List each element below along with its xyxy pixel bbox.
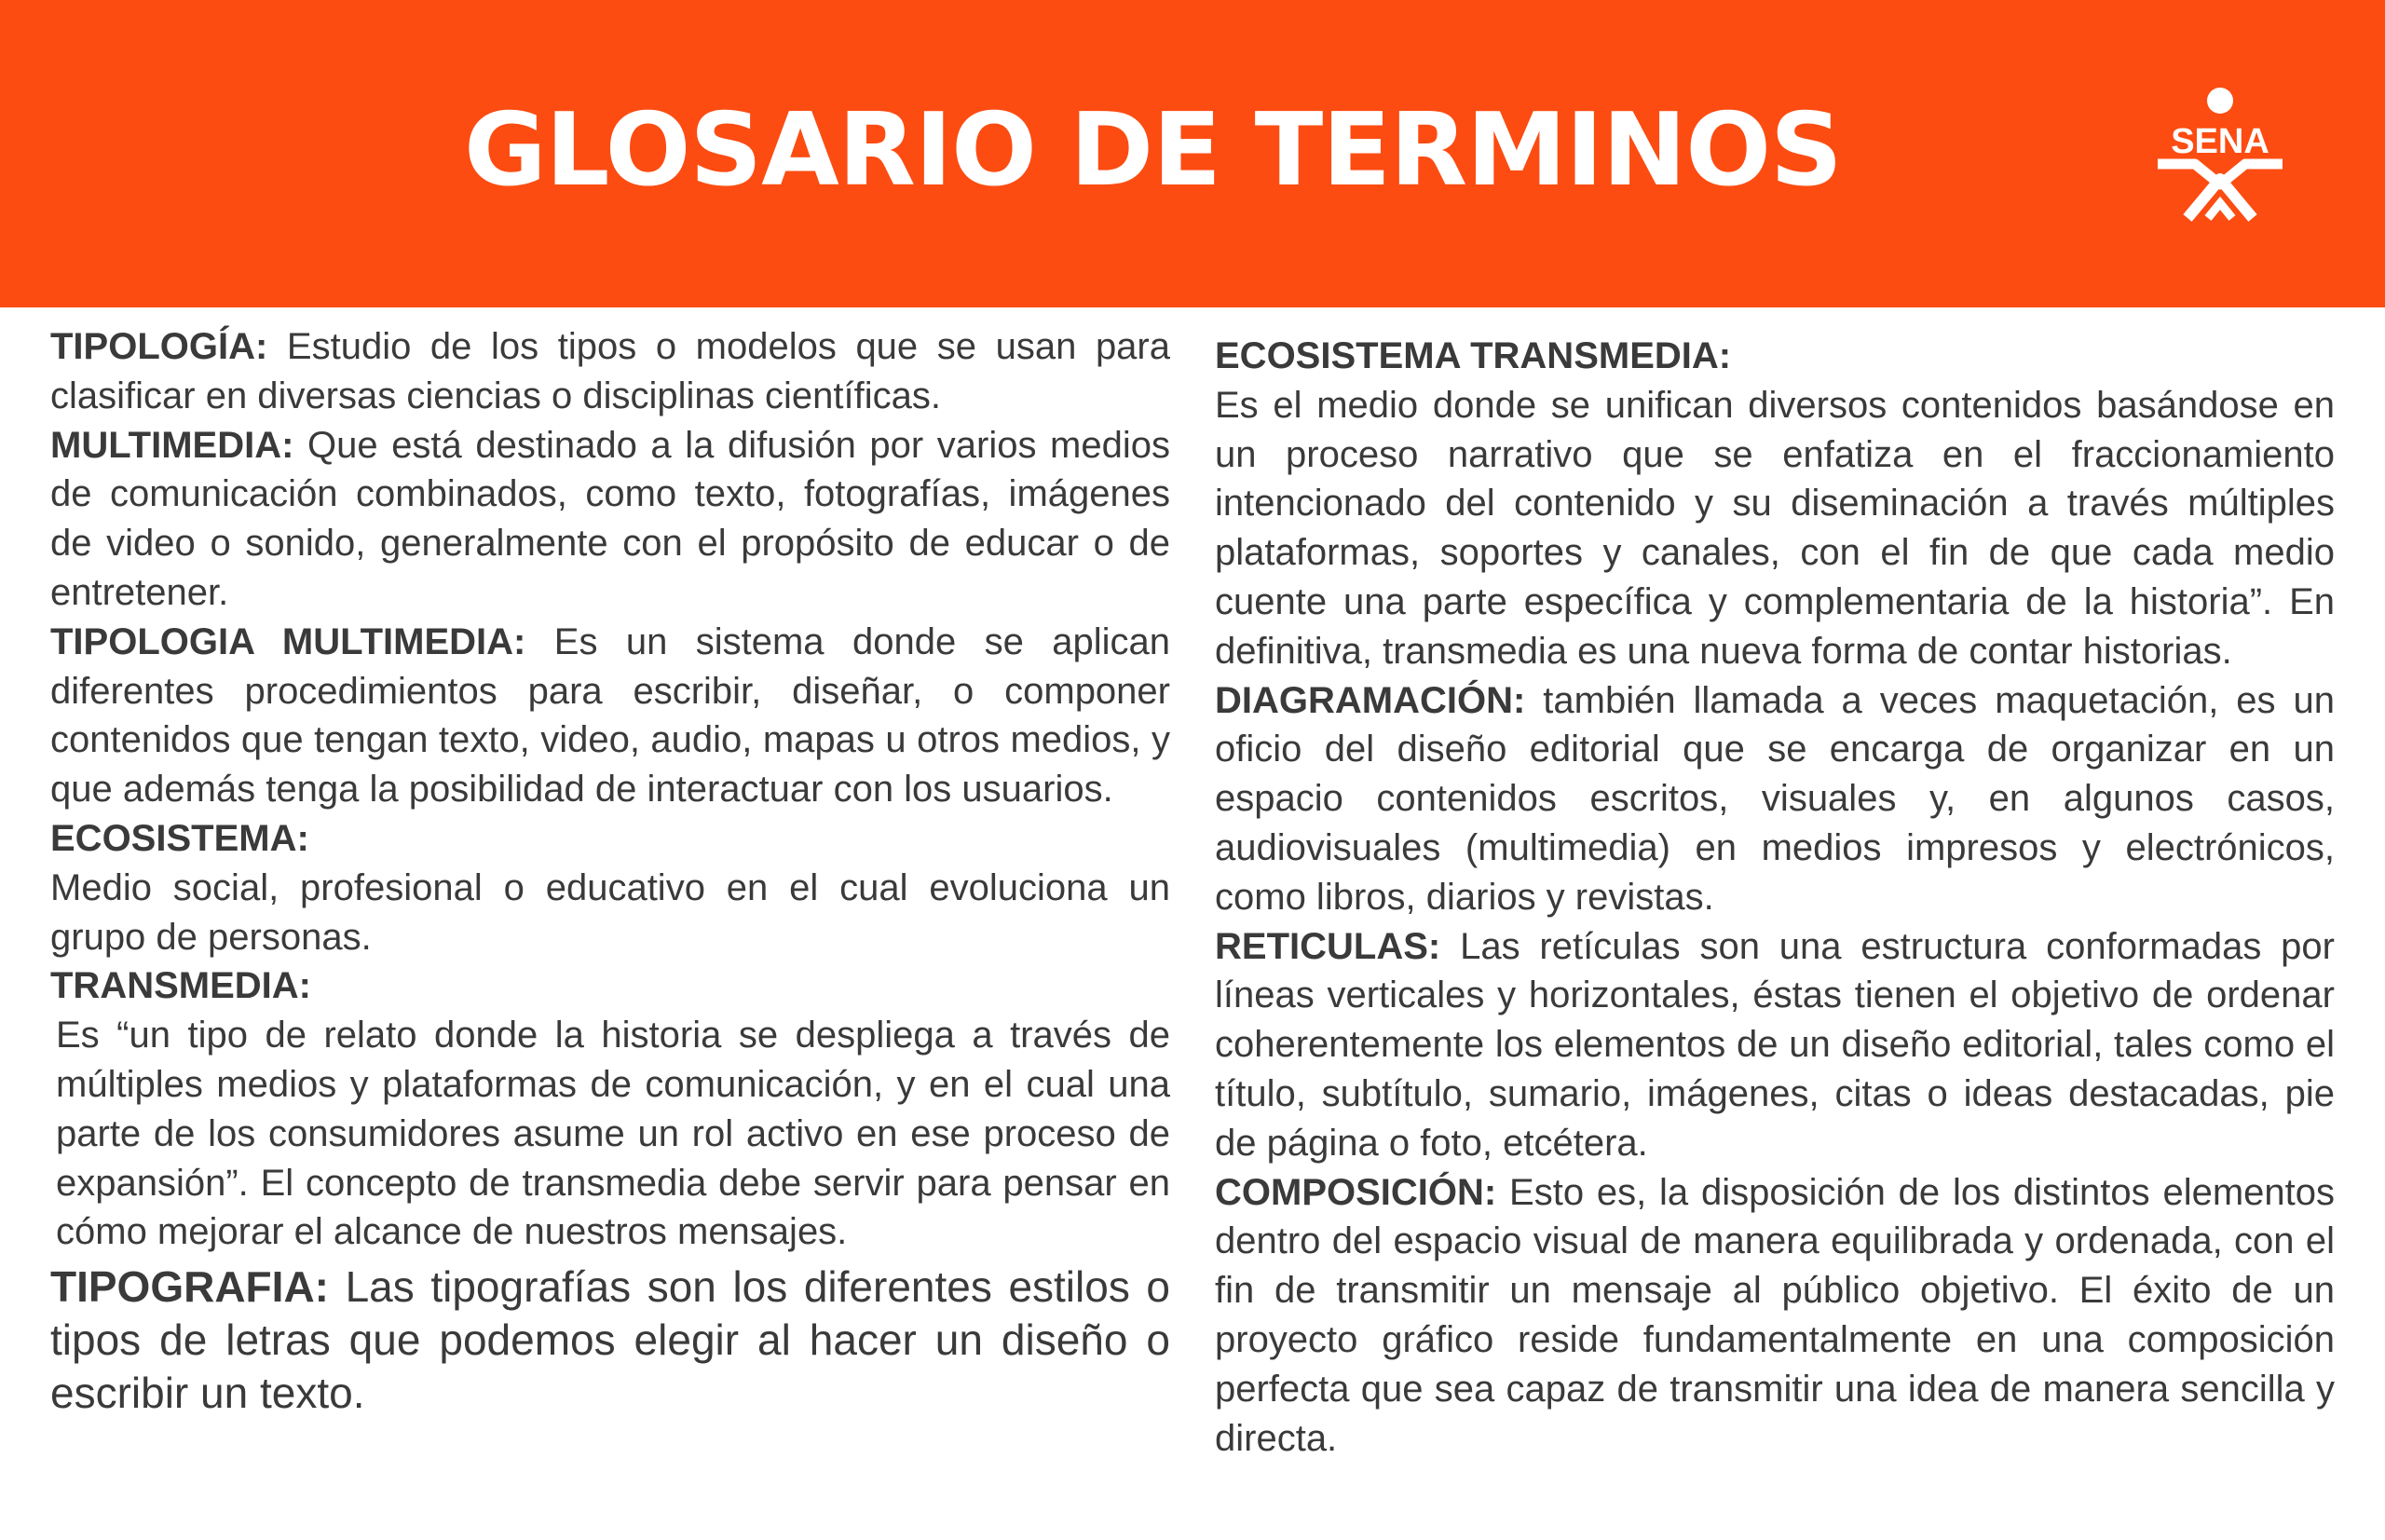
- glossary-term: MULTIMEDIA:: [50, 424, 294, 466]
- glossary-term: ECOSISTEMA TRANSMEDIA:: [1215, 335, 1732, 376]
- sena-logo-icon: [2150, 86, 2290, 225]
- glossary-entry-composicion: [1215, 1168, 2335, 1464]
- glossary-entry-transmedia: [50, 961, 1170, 1257]
- glossary-right-column: [1215, 322, 2335, 1463]
- glossary-term: ECOSISTEMA:: [50, 817, 309, 859]
- page-title: GLOSARIO DE TERMINOS: [464, 92, 1842, 209]
- glossary-definition: Esto es, la disposición de los distintos elementos dentro del espacio visual de manera equilibrada y ordenada, con el fin de transmitir un mensaje al público objetivo. El éxito de un proyecto gráfico reside fundamentalmente en una composición perfecta que sea capaz de transmitir una idea de manera sencilla y directa.: [1215, 1171, 2335, 1459]
- glossary-term: RETICULAS:: [1215, 925, 1441, 967]
- glossary-definition: Las retículas son una estructura conformadas por líneas verticales y horizontales, éstas tienen el objetivo de ordenar coherentemente los elementos de un diseño editorial, tales como el título, subtítulo, sumario, imágenes, citas o ideas destacadas, pie de página o foto, etcétera.: [1215, 925, 2335, 1164]
- glossary-term: TIPOLOGIA MULTIMEDIA:: [50, 620, 526, 662]
- glossary-definition: Que está destinado a la difusión por varios medios de comunicación combinados, como texto, fotografías, imágenes de video o sonido, generalmente con el propósito de educar o de entretener.: [50, 424, 1170, 613]
- glossary-entry-multimedia: [50, 421, 1170, 618]
- glossary-term: TIPOLOGÍA:: [50, 326, 268, 367]
- glossary-definition: Es el medio donde se unifican diversos contenidos basándose en un proceso narrativo que se enfatiza en el fraccionamiento intencionado del contenido y su diseminación a través múltiples plataformas, soportes y canales, con el fin de que cada medio cuente una parte específica y complementaria de la historia”. En definitiva, transmedia es una nueva forma de contar historias.: [1215, 384, 2335, 672]
- glossary-entry-tipologia: [50, 322, 1170, 421]
- header-banner: [0, 0, 2385, 307]
- glossary-entry-ecosistema-transmedia: [1215, 322, 2335, 676]
- glossary-term: TIPOGRAFIA:: [50, 1262, 329, 1312]
- glossary-term: COMPOSICIÓN:: [1215, 1171, 1497, 1213]
- glossary-term: DIAGRAMACIÓN:: [1215, 679, 1526, 721]
- glossary-entry-ecosistema: [50, 814, 1170, 961]
- glossary-definition: Es un sistema donde se aplican diferentes procedimientos para escribir, diseñar, o componer contenidos que tengan texto, video, audio, mapas u otros medios, y que además tenga la posibilidad de interactuar con los usuarios.: [50, 620, 1170, 811]
- glossary-definition: Medio social, profesional o educativo en el cual evoluciona un grupo de personas.: [50, 866, 1170, 958]
- glossary-definition: Es “un tipo de relato donde la historia se despliega a través de múltiples medios y plataformas de comunicación, y en el cual una parte de los consumidores asume un rol activo en ese proceso de expansión”. El concepto de transmedia debe servir para pensar en cómo mejorar el alcance de nuestros mensajes.: [56, 1015, 1170, 1253]
- glossary-entry-tipologia-multimedia: [50, 618, 1170, 814]
- glossary-definition: Las tipografías son los diferentes estilos o tipos de letras que podemos elegir al hacer un diseño o escribir un texto.: [50, 1262, 1170, 1418]
- glossary-entry-reticulas: [1215, 922, 2335, 1168]
- sena-logo-text: SENA: [2171, 122, 2269, 161]
- glossary-left-column: [50, 322, 1170, 1420]
- glossary-term: TRANSMEDIA:: [50, 965, 311, 1007]
- glossary-entry-diagramacion: [1215, 676, 2335, 922]
- glossary-definition: también llamada a veces maquetación, es un oficio del diseño editorial que se encarga de organizar en un espacio contenidos escritos, visuales y, en algunos casos, audiovisuales (multimedia) en medios impresos y electrónicos, como libros, diarios y revistas.: [1215, 679, 2335, 918]
- glossary-definition: Estudio de los tipos o modelos que se usan para clasificar en diversas ciencias o disciplinas científicas.: [50, 326, 1170, 416]
- glossary-entry-tipografia: [50, 1261, 1170, 1420]
